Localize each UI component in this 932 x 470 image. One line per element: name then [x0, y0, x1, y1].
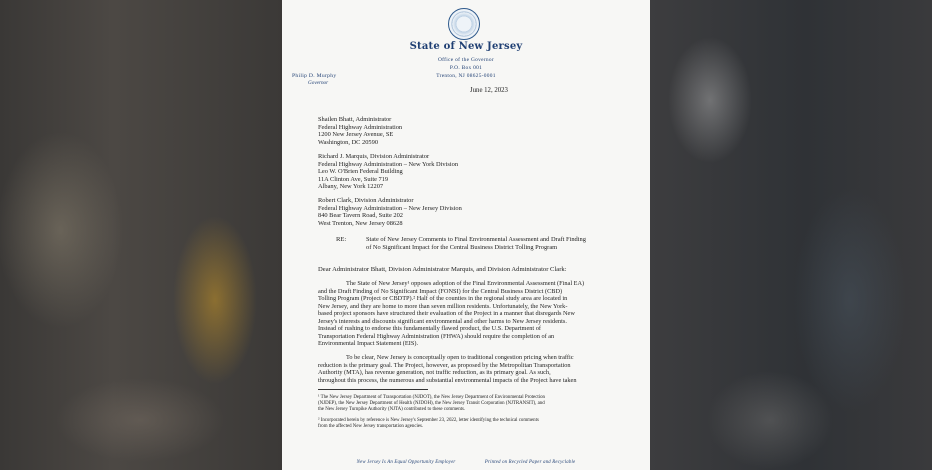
footnote-line: the New Jersey Turnpike Authority (NJTA) contributed to these comments. — [318, 407, 466, 413]
paragraph-line: Environmental Impact Statement (EIS). — [318, 340, 419, 348]
paragraph-line: Transportation Federal Highway Administration (FHWA) should require the completion of an — [318, 332, 555, 340]
po-box: P.O. Box 001 — [449, 65, 483, 71]
paragraph-line: reduction is the primary goal. The Project, however, as proposed by the Metropolitan Transportation — [318, 361, 571, 369]
paragraph-line: Tolling Program (Project or CBDTP).² Half of the counties in the regional study area are located in — [318, 295, 568, 303]
recipient-line: Robert Clark, Division Administrator — [318, 197, 414, 204]
recipient-block-1 — [318, 116, 402, 146]
recipient-line: 1200 New Jersey Avenue, SE — [318, 131, 394, 139]
body-paragraph-1 — [318, 280, 636, 348]
recipient-line: Washington, DC 20590 — [318, 138, 379, 146]
recipient-line: 840 Bear Tavern Road, Suite 202 — [318, 212, 403, 220]
recipient-line: Federal Highway Administration – New York Division — [318, 160, 459, 168]
recipient-block-3 — [318, 197, 462, 227]
re-line: of No Significant Impact for the Central Business District Tolling Program — [366, 243, 558, 251]
recipient-line: Albany, New York 12207 — [318, 183, 384, 191]
recipient-line: Leo W. O'Brien Federal Building — [318, 168, 403, 176]
recipient-line: West Trenton, New Jersey 08628 — [318, 219, 403, 227]
salutation: Dear Administrator Bhatt, Division Administrator Marquis, and Division Administrator Clark: — [318, 266, 567, 273]
governor-title: Governor — [308, 80, 329, 86]
blurred-street-background-right — [650, 0, 932, 470]
letterhead-title: State of New Jersey — [409, 41, 523, 52]
letter-footer — [282, 459, 650, 467]
recipient-block-2 — [318, 153, 458, 191]
state-seal-icon — [448, 8, 480, 40]
office-line: Office of the Governor — [437, 57, 495, 63]
body-paragraph-2 — [318, 354, 636, 384]
footnote-2 — [318, 418, 636, 430]
paragraph-line: throughout this process, the numerous and substantial environmental impacts of the Project have taken — [318, 376, 577, 384]
blurred-street-background-left — [0, 0, 282, 470]
recipient-line: 11A Clinton Ave, Suite 719 — [318, 175, 389, 183]
governor-name: Philip D. Murphy — [292, 73, 337, 79]
footnote-line: ² Incorporated herein by reference is New Jersey's September 23, 2022, letter identifying the technical comments — [318, 418, 539, 423]
paragraph-line: Authority (MTA), has revenue generation, not traffic reduction, as its primary goal. As such, — [318, 369, 551, 377]
paragraph-line: To be clear, New Jersey is conceptually open to traditional congestion pricing when traffic — [346, 354, 574, 361]
footnote-line: from the affected New Jersey transportation agencies. — [318, 424, 424, 430]
letter-date: June 12, 2023 — [470, 87, 508, 94]
footnote-1 — [318, 395, 636, 414]
letterhead-office — [282, 56, 650, 80]
footnote-divider — [318, 389, 428, 390]
recipient-line: Federal Highway Administration – New Jersey Division — [318, 204, 462, 212]
footer-equal-opportunity: New Jersey Is An Equal Opportunity Employer — [356, 460, 456, 465]
recipient-line: Federal Highway Administration — [318, 123, 403, 131]
paragraph-line: The State of New Jersey¹ opposes adoption of the Final Environmental Assessment (Final EA) — [346, 280, 585, 287]
footnote-line: (NJDEP), the New Jersey Department of Health (NJDOH), the New Jersey Transit Corporation (NJTRANSIT), and — [318, 401, 545, 407]
footer-recycled: Printed on Recycled Paper and Recyclable — [484, 460, 576, 465]
re-line: State of New Jersey Comments to Final Environmental Assessment and Draft Finding — [366, 236, 586, 243]
re-label: RE: — [336, 236, 347, 243]
paragraph-line: Instead of rushing to endorse this fundamentally flawed product, the U.S. Department of — [318, 325, 541, 333]
recipient-line: Shailen Bhatt, Administrator — [318, 116, 392, 123]
paragraph-line: New Jersey, and they are home to more than seven million residents. Unfortunately, the New York- — [318, 302, 568, 310]
paragraph-line: and the Draft Finding of No Significant Impact (FONSI) for the Central Business District (CBD) — [318, 287, 563, 295]
footnote-line: ¹ The New Jersey Department of Transportation (NJDOT), the New Jersey Department of Environmental Protection — [318, 395, 545, 400]
paragraph-line: Jersey's interests and discounts significant environmental and other harms to New Jersey residents. — [318, 317, 567, 325]
paragraph-line: based project sponsors have structured their evaluation of the Project in a manner that disregards New — [318, 310, 575, 318]
recipient-line: Richard J. Marquis, Division Administrator — [318, 153, 430, 160]
re-subject — [366, 236, 626, 251]
office-city: Trenton, NJ 08625-0001 — [436, 73, 496, 79]
governor-letter-page — [282, 0, 650, 470]
